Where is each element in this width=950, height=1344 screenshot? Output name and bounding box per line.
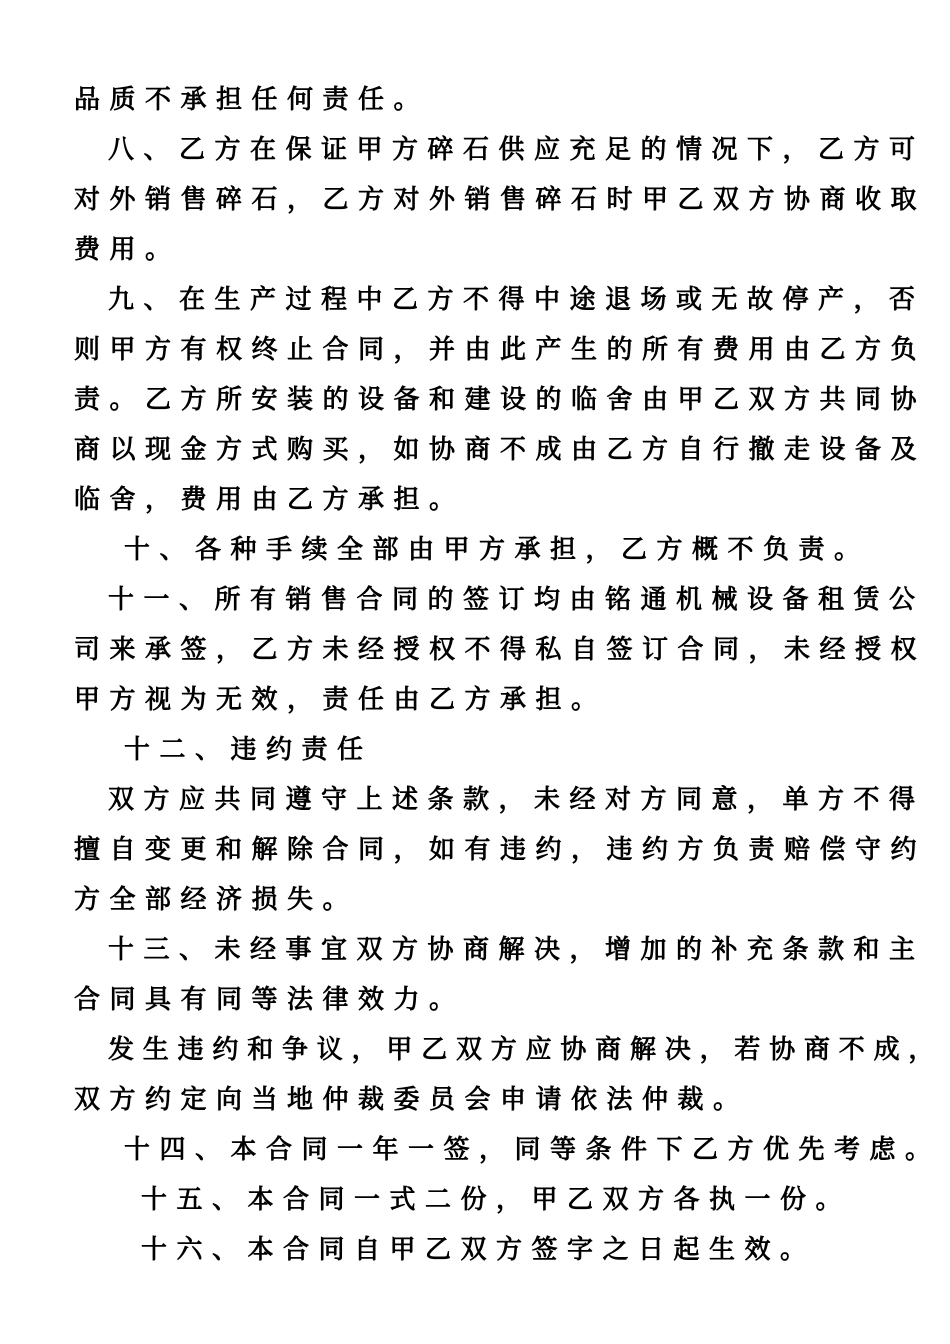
clause-11-line-1: 十一、所有销售合同的签订均由铭通机械设备租赁公 xyxy=(108,585,925,615)
clause-9-line-1: 九、在生产过程中乙方不得中途退场或无故停产，否 xyxy=(108,285,925,315)
text-line: 方全部经济损失。 xyxy=(74,885,359,915)
clause-10: 十、各种手续全部由甲方承担，乙方概不负责。 xyxy=(124,535,870,565)
clause-14: 十四、本合同一年一签，同等条件下乙方优先考虑。 xyxy=(124,1135,941,1165)
text-line: 商以现金方式购买，如协商不成由乙方自行撤走设备及 xyxy=(74,435,927,465)
text-line: 临舍，费用由乙方承担。 xyxy=(74,485,465,515)
clause-16: 十六、本合同自甲乙双方签字之日起生效。 xyxy=(141,1235,816,1265)
text-line: 则甲方有权终止合同，并由此产生的所有费用由乙方负 xyxy=(74,335,927,365)
text-line: 发生违约和争议，甲乙双方应协商解决，若协商不成， xyxy=(108,1035,944,1065)
text-line: 合同具有同等法律效力。 xyxy=(74,985,465,1015)
text-line: 司来承签，乙方未经授权不得私自签订合同，未经授权 xyxy=(74,635,927,665)
text-line: 甲方视为无效，责任由乙方承担。 xyxy=(74,685,607,715)
clause-12-heading: 十二、违约责任 xyxy=(124,735,373,765)
clause-8-line-1: 八、乙方在保证甲方碎石供应充足的情况下，乙方可 xyxy=(108,135,925,165)
text-line: 品质不承担任何责任。 xyxy=(74,85,430,115)
text-line: 责。乙方所安装的设备和建设的临舍由甲乙双方共同协 xyxy=(74,385,927,415)
text-line: 对外销售碎石，乙方对外销售碎石时甲乙双方协商收取 xyxy=(74,185,927,215)
text-line: 费用。 xyxy=(74,235,181,265)
clause-13-line-1: 十三、未经事宜双方协商解决，增加的补充条款和主 xyxy=(108,935,925,965)
text-line: 擅自变更和解除合同，如有违约，违约方负责赔偿守约 xyxy=(74,835,927,865)
text-line: 双方应共同遵守上述条款，未经对方同意，单方不得 xyxy=(108,785,925,815)
clause-15: 十五、本合同一式二份，甲乙双方各执一份。 xyxy=(141,1185,852,1215)
text-line: 双方约定向当地仲裁委员会申请依法仲裁。 xyxy=(74,1085,749,1115)
